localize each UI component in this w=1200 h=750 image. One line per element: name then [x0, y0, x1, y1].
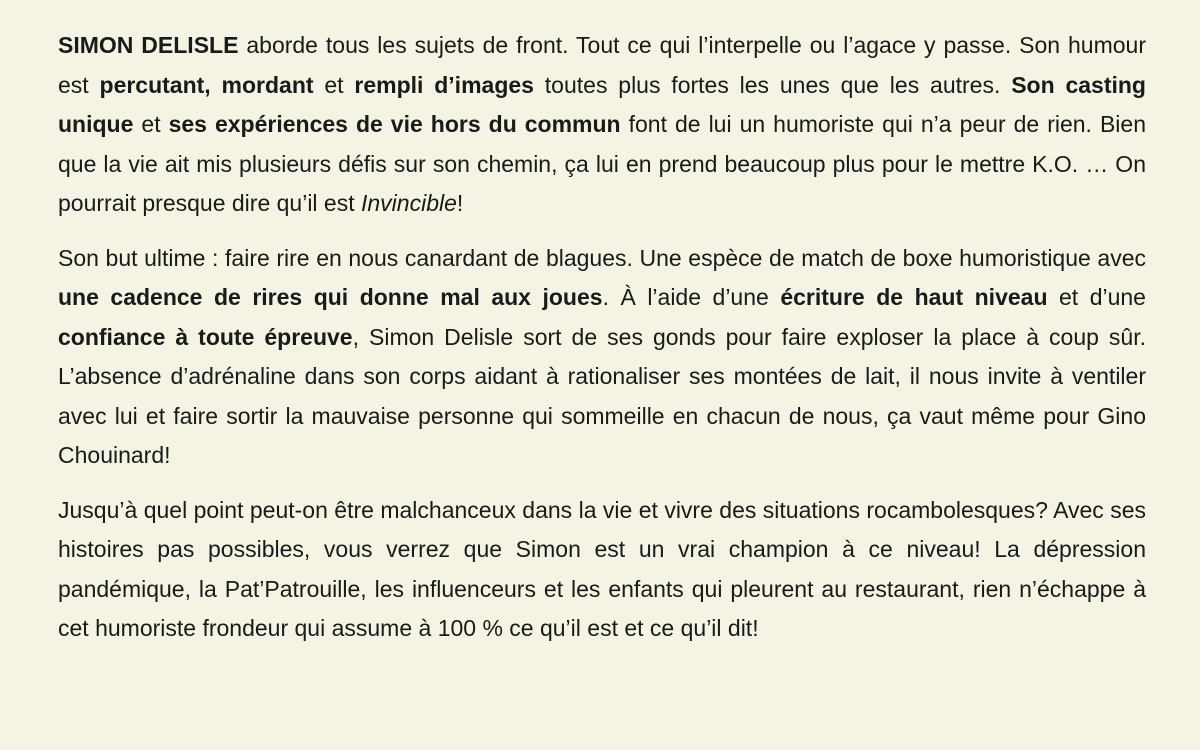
bold-text: une cadence de rires qui donne mal aux joues	[58, 284, 603, 310]
bold-text: confiance à toute épreuve	[58, 323, 353, 350]
bold-text: percutant, mordant	[99, 71, 314, 98]
article-body	[58, 26, 1146, 649]
body-text: toutes plus fortes les unes que les autres.	[533, 71, 1012, 98]
bold-text: SIMON DELISLE	[58, 32, 239, 58]
paragraph-stories	[58, 491, 1146, 649]
body-text: , Simon Delisle sort de ses gonds pour faire exploser la place à coup sûr. L’absence d’adrénaline dans son corps aidant à rationaliser ses montées de lait, il nous invite à ventiler avec lui et faire sortir la mauvaise personne qui sommeille en chacun de nous, ça vaut même pour Gino Chouinard!	[58, 323, 1146, 468]
body-text: !	[456, 190, 464, 216]
body-text: font de lui un humoriste qui n’a peur de rien. Bien que la vie ait mis plusieurs défis sur son chemin, ça lui en prend beaucoup plus pour le mettre K.O. … On pourrait presque dire qu’il est	[58, 111, 1146, 216]
paragraph-intro	[58, 26, 1146, 224]
italic-text: Invincible	[361, 190, 457, 216]
bold-text: Son casting unique	[58, 71, 1146, 137]
body-text: et d’une	[1047, 284, 1146, 310]
body-text: aborde tous les sujets de front. Tout ce qui l’interpelle ou l’agace y passe. Son humour est	[58, 32, 1146, 98]
bold-text: écriture de haut niveau	[780, 284, 1048, 310]
body-text: Son but ultime : faire rire en nous canardant de blagues. Une espèce de match de boxe humoristique avec	[58, 244, 1146, 271]
bold-text: ses expériences de vie hors du commun	[168, 111, 621, 137]
body-text: Jusqu’à quel point peut-on être malchanceux dans la vie et vivre des situations rocambolesques? Avec ses histoires pas possibles, vous verrez que Simon est un vrai champion à ce niveau! La dépression pandémique, la Pat’Patrouille, les influenceurs et les enfants qui pleurent au restaurant, rien n’échappe à cet humoriste frondeur qui assume à 100 % ce qu’il est et ce qu’il dit!	[58, 496, 1146, 641]
body-text: et	[313, 71, 355, 98]
bold-text: rempli d’images	[354, 71, 534, 98]
body-text: . À l’aide d’une	[602, 284, 781, 310]
body-text: et	[133, 111, 169, 137]
paragraph-goal	[58, 239, 1146, 476]
